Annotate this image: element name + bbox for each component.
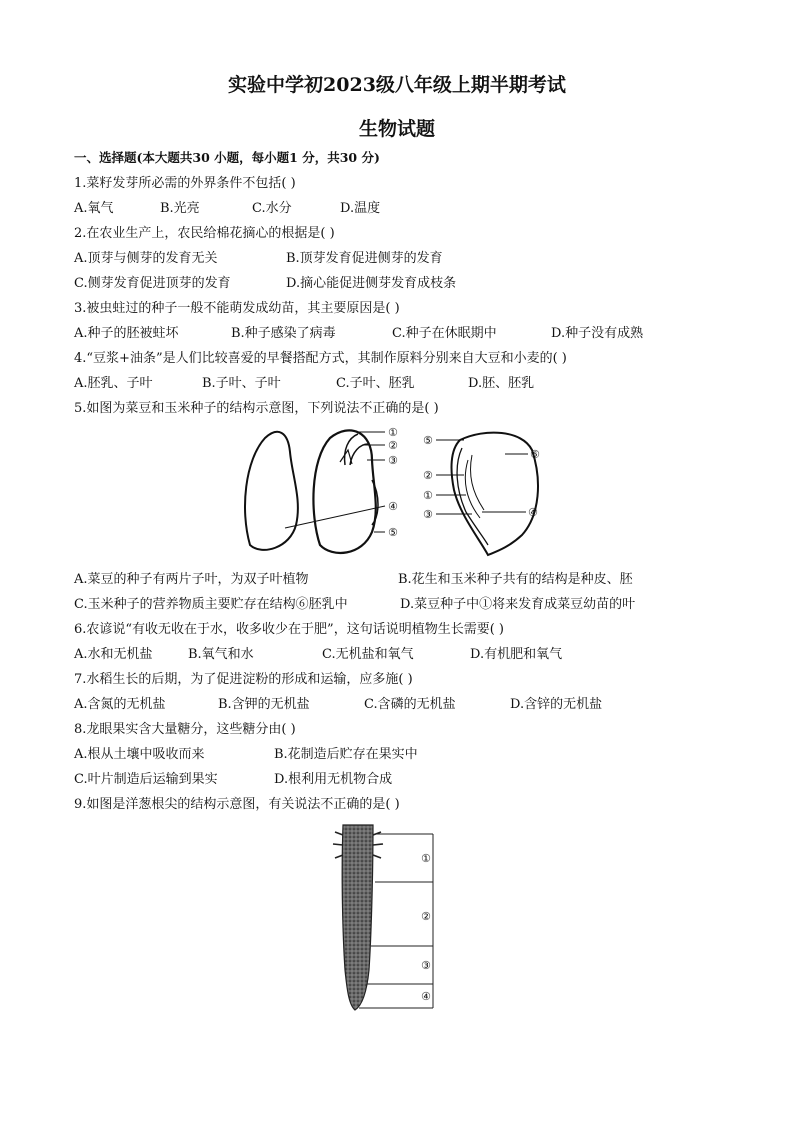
question-3-option-a: A.种子的胚被蛀坏 — [74, 326, 179, 341]
question-9-stem: 9.如图是洋葱根尖的结构示意图，有关说法不正确的是( ) — [74, 797, 400, 812]
question-3-stem: 3.被虫蛀过的种子一般不能萌发成幼苗，其主要原因是( ) — [74, 301, 400, 316]
question-7-option-c: C.含磷的无机盐 — [364, 697, 456, 712]
root-label-4: ④ — [421, 990, 431, 1003]
question-5-option-b: B.花生和玉米种子共有的结构是种皮、胚 — [398, 572, 633, 587]
question-8-stem: 8.龙眼果实含大量糖分，这些糖分由( ) — [74, 722, 296, 737]
question-3-option-c: C.种子在休眠期中 — [392, 326, 497, 341]
corn-label-6: ⑥ — [530, 448, 540, 461]
question-6-option-a: A.水和无机盐 — [74, 647, 153, 662]
question-1-option-b: B.光亮 — [160, 201, 200, 216]
question-8-option-d: D.根利用无机物合成 — [274, 772, 393, 787]
question-4-option-d: D.胚、胚乳 — [468, 376, 535, 391]
question-5-stem: 5.如图为菜豆和玉米种子的结构示意图，下列说法不正确的是( ) — [74, 401, 439, 416]
root-label-1: ① — [421, 852, 431, 865]
question-7-option-a: A.含氮的无机盐 — [74, 697, 166, 712]
question-2-stem: 2.在农业生产上，农民给棉花摘心的根据是( ) — [74, 226, 335, 241]
question-4-option-c: C.子叶、胚乳 — [336, 376, 415, 391]
seed-structure-figure — [240, 420, 560, 560]
seed-label-4: ④ — [388, 500, 398, 513]
corn-label-1: ① — [423, 489, 433, 502]
question-8-option-a: A.根从土壤中吸收而来 — [74, 747, 205, 762]
question-4-stem: 4.“豆浆+油条”是人们比较喜爱的早餐搭配方式，其制作原料分别来自大豆和小麦的( ) — [74, 351, 567, 366]
corn-label-3: ③ — [423, 508, 433, 521]
root-label-3: ③ — [421, 959, 431, 972]
root-tip-figure — [325, 820, 445, 1020]
question-2-option-d: D.摘心能促进侧芽发育成枝条 — [286, 276, 457, 291]
seed-label-2: ② — [388, 439, 398, 452]
seed-label-1: ① — [388, 426, 398, 439]
question-7-stem: 7.水稻生长的后期，为了促进淀粉的形成和运输，应多施( ) — [74, 672, 413, 687]
question-1-option-d: D.温度 — [340, 201, 381, 216]
corn-label-5: ⑤ — [423, 434, 433, 447]
exam-subtitle: 生物试题 — [358, 118, 435, 140]
root-label-2: ② — [421, 910, 431, 923]
question-7-option-d: D.含锌的无机盐 — [510, 697, 603, 712]
exam-title: 实验中学初2023级八年级上期半期考试 — [228, 74, 566, 96]
question-5-option-c: C.玉米种子的营养物质主要贮存在结构⑥胚乳中 — [74, 597, 348, 612]
question-6-stem: 6.农谚说“有收无收在于水，收多收少在于肥”，这句话说明植物生长需要( ) — [74, 622, 504, 637]
corn-label-4: ④ — [528, 506, 538, 519]
question-6-option-b: B.氧气和水 — [188, 647, 254, 662]
question-1-option-c: C.水分 — [252, 201, 292, 216]
question-2-option-b: B.顶芽发育促进侧芽的发育 — [286, 251, 443, 266]
question-4-option-a: A.胚乳、子叶 — [74, 376, 153, 391]
question-7-option-b: B.含钾的无机盐 — [218, 697, 310, 712]
question-8-option-c: C.叶片制造后运输到果实 — [74, 772, 218, 787]
question-2-option-c: C.侧芽发育促进顶芽的发育 — [74, 276, 231, 291]
question-8-option-b: B.花制造后贮存在果实中 — [274, 747, 418, 762]
question-4-option-b: B.子叶、子叶 — [202, 376, 281, 391]
question-1-option-a: A.氧气 — [74, 201, 114, 216]
question-5-option-d: D.菜豆种子中①将来发育成菜豆幼苗的叶 — [400, 597, 636, 612]
seed-label-3: ③ — [388, 454, 398, 467]
seed-label-5: ⑤ — [388, 526, 398, 539]
question-3-option-b: B.种子感染了病毒 — [231, 326, 336, 341]
question-5-option-a: A.菜豆的种子有两片子叶，为双子叶植物 — [74, 572, 309, 587]
question-2-option-a: A.顶芽与侧芽的发育无关 — [74, 251, 218, 266]
question-1-stem: 1.菜籽发芽所必需的外界条件不包括( ) — [74, 176, 296, 191]
question-6-option-c: C.无机盐和氧气 — [322, 647, 414, 662]
question-6-option-d: D.有机肥和氧气 — [470, 647, 563, 662]
corn-label-2: ② — [423, 469, 433, 482]
section-heading: 一、选择题(本大题共30 小题，每小题1 分，共30 分) — [74, 150, 380, 165]
question-3-option-d: D.种子没有成熟 — [551, 326, 644, 341]
